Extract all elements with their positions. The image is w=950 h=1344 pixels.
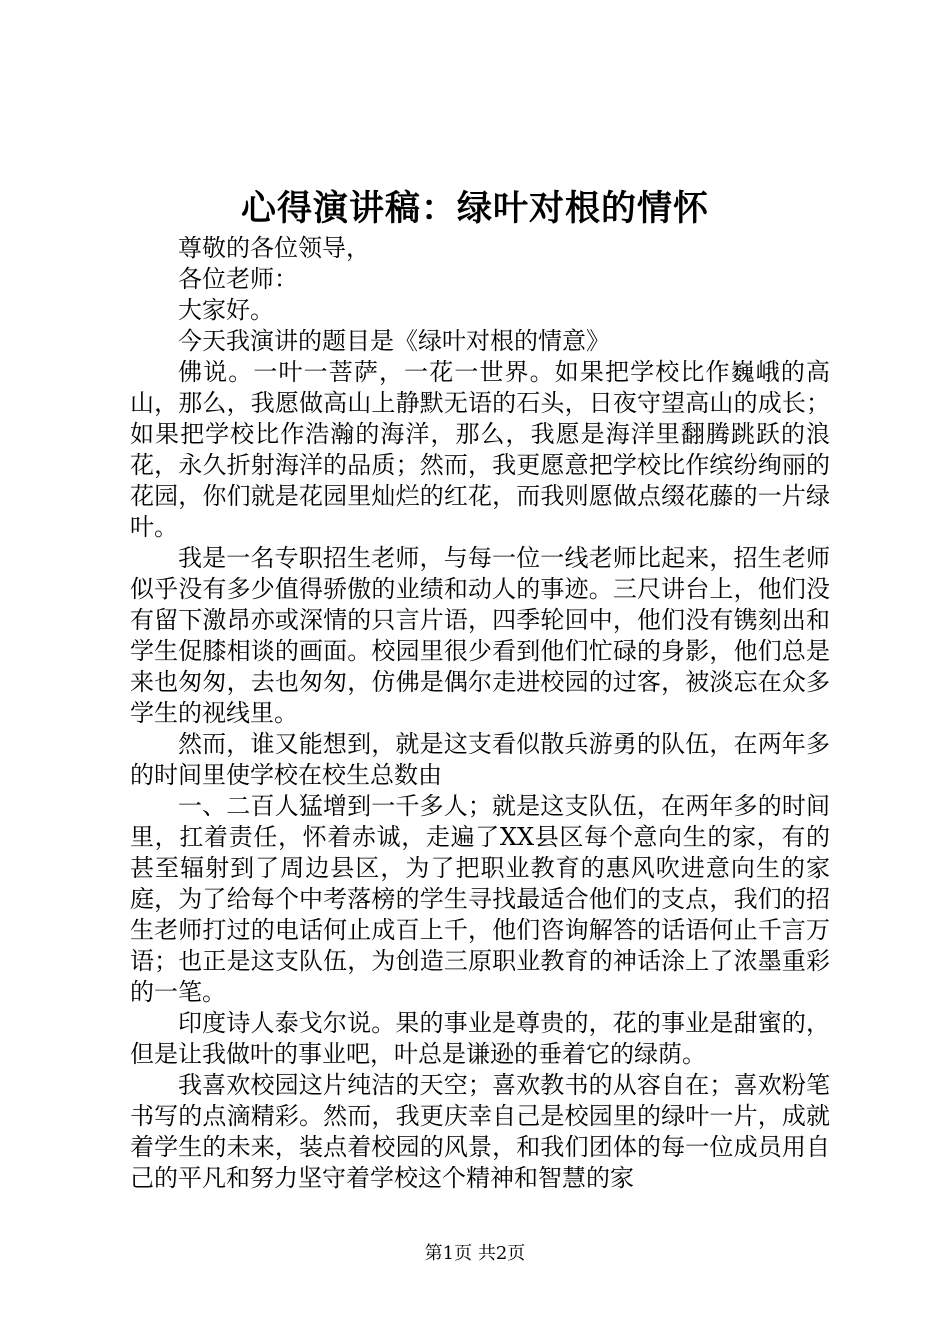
paragraph-salutation-teachers: 各位老师：	[178, 265, 298, 293]
page-number-footer: 第1页 共2页	[424, 1243, 526, 1264]
paragraph: 我是一名专职招生老师，与每一位一线老师比起来，招生老师似乎没有多少值得骄傲的业绩和动人的事迹。三尺讲台上，他们没有留下激昂亦或深情的只言片语，四季轮回中，他们没有镌刻出和学生促膝相谈的画面。校园里很少看到他们忙碌的身影，他们总是来也匆匆，去也匆匆，仿佛是偶尔走进校园的过客，被淡忘在众多学生的视线里。	[130, 544, 830, 727]
paragraph: 我喜欢校园这片纯洁的天空；喜欢教书的从容自在；喜欢粉笔书写的点滴精彩。然而，我更庆幸自己是校园里的绿叶一片，成就着学生的未来，装点着校园的风景，和我们团体的每一位成员用自己的平凡和努力坚守着学校这个精神和智慧的家	[130, 1071, 830, 1192]
paragraph: 佛说。一叶一菩萨，一花一世界。如果把学校比作巍峨的高山，那么，我愿做高山上静默无语的石头，日夜守望高山的成长；如果把学校比作浩瀚的海洋，那么，我愿是海洋里翻腾跳跃的浪花，永久折射海洋的品质；然而，我更愿意把学校比作缤纷绚丽的花园，你们就是花园里灿烂的红花，而我则愿做点缀花藤的一片绿叶。	[130, 358, 830, 541]
paragraph-salutation: 尊敬的各位领导，	[178, 234, 370, 262]
paragraph: 印度诗人泰戈尔说。果的事业是尊贵的，花的事业是甜蜜的，但是让我做叶的事业吧，叶总是谦逊的垂着它的绿荫。	[130, 1009, 830, 1068]
paragraph: 然而，谁又能想到，就是这支看似散兵游勇的队伍，在两年多的时间里使学校在校生总数由	[130, 730, 830, 789]
paragraph-topic: 今天我演讲的题目是《绿叶对根的情意》	[178, 327, 610, 355]
paragraph-greeting: 大家好。	[178, 296, 274, 324]
paragraph: 一、二百人猛增到一千多人；就是这支队伍，在两年多的时间里，扛着责任，怀着赤诚，走遍了XX县区每个意向生的家，有的甚至辐射到了周边县区，为了把职业教育的惠风吹进意向生的家庭，为了给每个中考落榜的学生寻找最适合他们的支点，我们的招生老师打过的电话何止成百上千，他们咨询解答的话语何止千言万语；也正是这支队伍，为创造三原职业教育的神话涂上了浓墨重彩的一笔。	[130, 792, 830, 1006]
document-title: 心得演讲稿：绿叶对根的情怀	[240, 189, 709, 229]
document-body	[130, 233, 830, 1194]
